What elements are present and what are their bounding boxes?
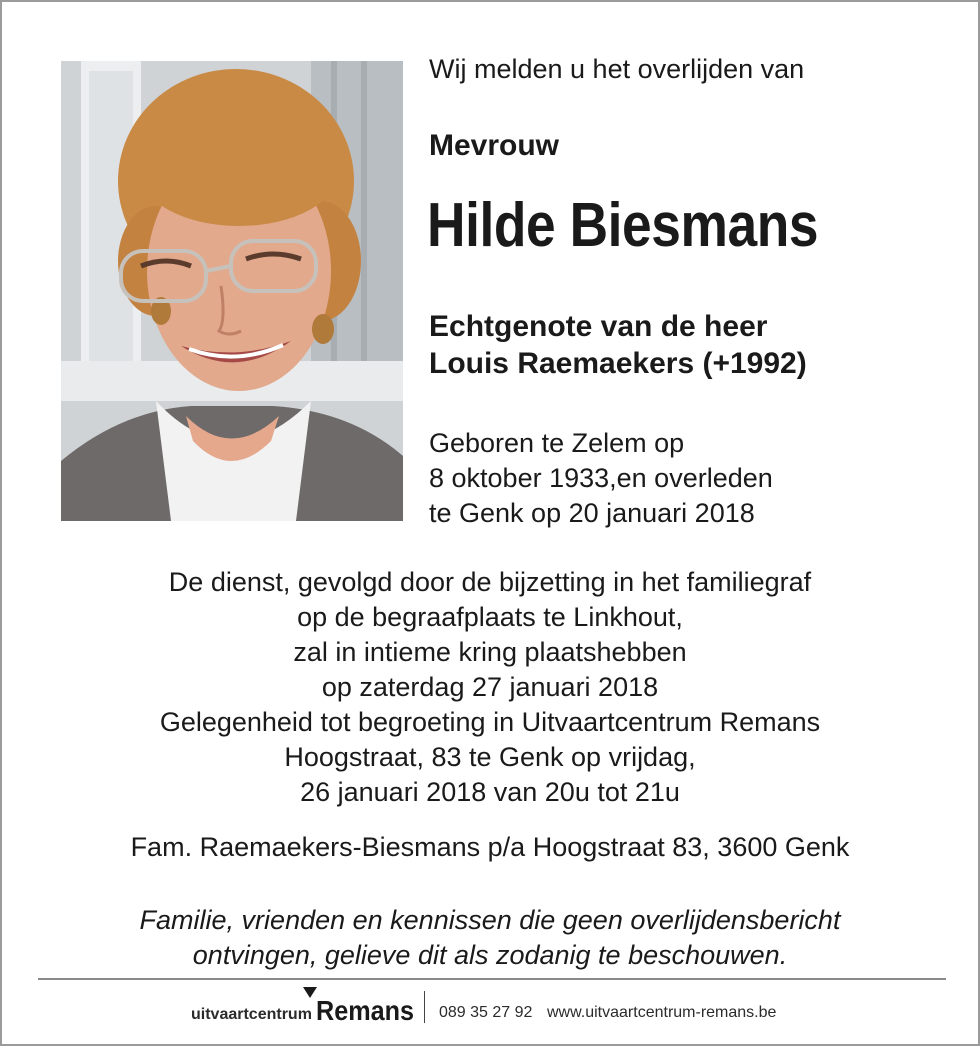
birth-line: Geboren te Zelem op: [429, 428, 685, 458]
spouse-line: Echtgenote van de heer: [429, 310, 768, 343]
spouse-line: Louis Raemaekers (+1992): [429, 347, 807, 380]
portrait-illustration: [61, 61, 403, 521]
footer-divider: [38, 978, 946, 980]
service-line: 26 januari 2018 van 20u tot 21u: [300, 777, 680, 807]
brand-name: Remans: [316, 995, 415, 1026]
funeral-home-footer: [2, 987, 978, 1037]
birth-death-info: [429, 426, 773, 531]
service-line: Gelegenheid tot begroeting in Uitvaartcentrum Remans: [159, 707, 821, 737]
service-line: op de begraafplaats te Linkhout,: [297, 602, 683, 632]
closing-line: Familie, vrienden en kennissen die geen overlijdensbericht: [139, 905, 841, 935]
closing-notice: [2, 903, 978, 973]
birth-line: te Genk op 20 januari 2018: [429, 498, 755, 528]
portrait-photo: [61, 61, 403, 521]
intro-text: Wij melden u het overlijden van: [429, 54, 805, 84]
service-line: op zaterdag 27 januari 2018: [321, 672, 659, 702]
website-link[interactable]: www.uitvaartcentrum-remans.be: [547, 1004, 777, 1021]
service-details: [2, 565, 978, 810]
family-address: Fam. Raemaekers-Biesmans p/a Hoogstraat 83, 3600 Genk: [130, 832, 850, 862]
service-line: zal in intieme kring plaatshebben: [293, 637, 687, 667]
salutation: Mevrouw: [429, 129, 560, 162]
triangle-marker-icon: [303, 987, 317, 998]
service-line: De dienst, gevolgd door de bijzetting in het familiegraf: [168, 567, 812, 597]
phone-number: 089 35 27 92: [439, 1004, 533, 1021]
footer-separator: [424, 991, 425, 1023]
service-line: Hoogstraat, 83 te Genk op vrijdag,: [284, 742, 696, 772]
closing-line: ontvingen, gelieve dit als zodanig te beschouwen.: [192, 940, 788, 970]
spouse-info: [429, 308, 807, 382]
deceased-name: Hilde Biesmans: [427, 191, 819, 260]
birth-line: 8 oktober 1933,en overleden: [429, 463, 773, 493]
brand-prefix: uitvaartcentrum: [191, 1006, 312, 1023]
